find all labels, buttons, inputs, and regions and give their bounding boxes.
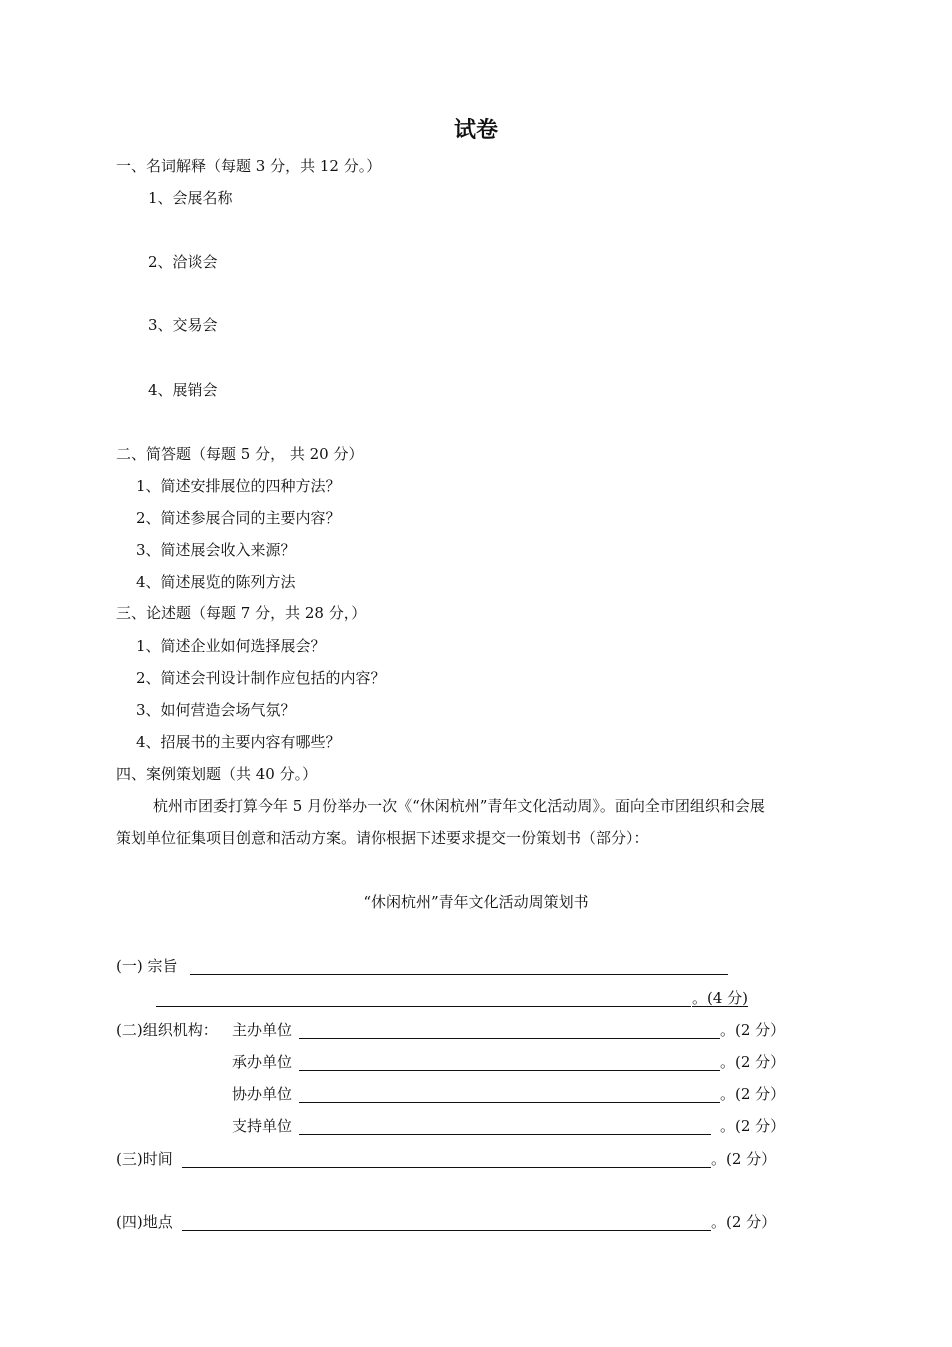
section3-heading: 三、论述题（每题 7 分，共 28 分，） [116, 604, 367, 622]
section4-heading: 四、案例策划题（共 40 分。） [116, 765, 318, 783]
time-blank[interactable] [182, 1167, 711, 1168]
section1-item-4: 4、展销会 [148, 381, 218, 399]
plan-title: “休闲杭州”青年文化活动周策划书 [363, 893, 589, 911]
place-label: (四)地点 [116, 1213, 173, 1231]
section1-item-1: 1、会展名称 [148, 189, 233, 207]
supporter-label: 支持单位 [232, 1117, 293, 1135]
place-blank[interactable] [182, 1230, 711, 1231]
organizer-score: 。(2 分） [720, 1053, 786, 1071]
section2-heading: 二、简答题（每题 5 分， 共 20 分） [116, 445, 364, 463]
case-paragraph-line1: 杭州市团委打算今年 5 月份举办一次《“休闲杭州”青年文化活动周》。面向全市团组织和会展 [153, 797, 765, 815]
page-title: 试卷 [453, 118, 498, 143]
section2-item-2: 2、简述参展合同的主要内容？ [136, 509, 341, 527]
host-label: 主办单位 [232, 1021, 293, 1039]
purpose-label: (一) 宗旨 [116, 957, 178, 975]
section2-item-1: 1、简述安排展位的四种方法？ [136, 477, 341, 495]
supporter-score: 。(2 分） [720, 1117, 786, 1135]
section2-item-3: 3、简述展会收入来源？ [136, 541, 296, 559]
section1-item-3: 3、交易会 [148, 316, 218, 334]
section3-item-1: 1、简述企业如何选择展会？ [136, 637, 326, 655]
co-organizer-score: 。(2 分） [720, 1085, 786, 1103]
section1-heading: 一、名词解释（每题 3 分，共 12 分。） [116, 157, 382, 175]
time-score: 。(2 分） [711, 1150, 777, 1168]
section2-item-4: 4、简述展览的陈列方法 [136, 573, 296, 591]
host-blank[interactable] [299, 1038, 720, 1039]
time-label: (三)时间 [116, 1150, 173, 1168]
section3-item-2: 2、简述会刊设计制作应包括的内容？ [136, 669, 386, 687]
organizer-label: 承办单位 [232, 1053, 293, 1071]
purpose-blank-1[interactable] [190, 974, 728, 975]
co-organizer-label: 协办单位 [232, 1085, 293, 1103]
section3-item-4: 4、招展书的主要内容有哪些？ [136, 733, 341, 751]
section1-item-2: 2、洽谈会 [148, 253, 218, 271]
section3-item-3: 3、如何营造会场气氛？ [136, 701, 296, 719]
purpose-blank-2[interactable] [156, 1006, 691, 1007]
host-score: 。(2 分） [720, 1021, 786, 1039]
case-paragraph-line2: 策划单位征集项目创意和活动方案。请你根据下述要求提交一份策划书（部分）： [116, 829, 649, 847]
purpose-score: 。(4 分) [692, 989, 749, 1007]
supporter-blank[interactable] [299, 1134, 711, 1135]
co-organizer-blank[interactable] [299, 1102, 720, 1103]
org-label: (二)组织机构： [116, 1021, 218, 1039]
place-score: 。(2 分） [711, 1213, 777, 1231]
organizer-blank[interactable] [299, 1070, 720, 1071]
